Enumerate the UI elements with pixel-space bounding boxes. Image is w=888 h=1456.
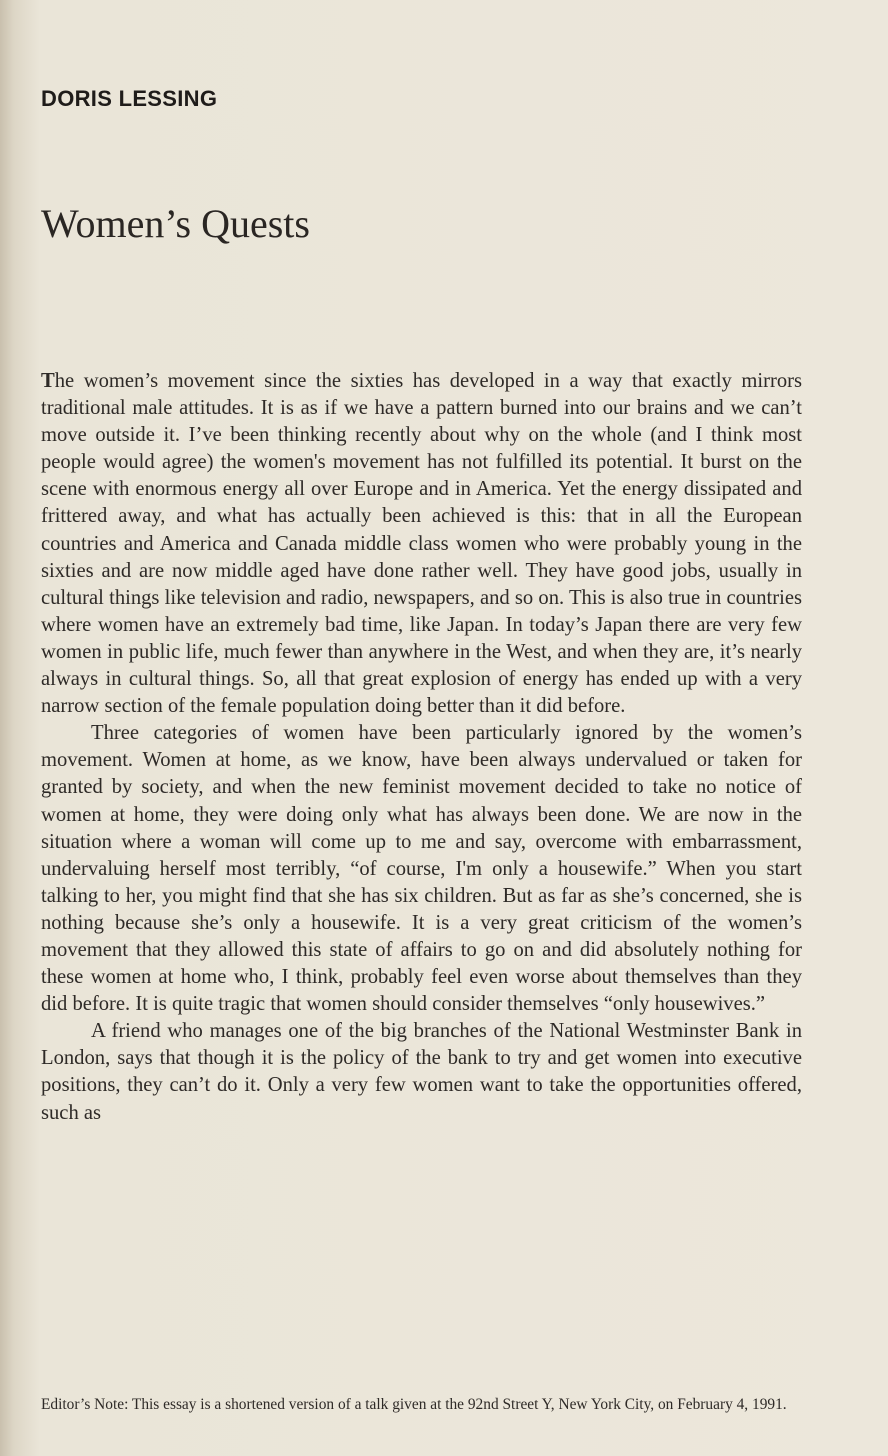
essay-title: Women’s Quests: [41, 201, 310, 246]
paragraph-2: Three categories of women have been particularly ignored by the women’s movement. Women at home, as we know, have been always undervalued or taken for granted by society, and when the new feminist movement decided to take no notice of women at home, they were doing only what has always been done. We are now in the situation where a woman will come up to me and say, overcome with embarrassment, undervaluing herself most terribly, “of course, I'm only a housewife.” When you start talking to her, you might find that she has six children. But as far as she’s concerned, she is nothing because she’s only a housewife. It is a very great criticism of the women’s movement that they allowed this state of affairs to go on and did absolutely nothing for these women at home who, I think, probably feel even worse about themselves than they did before. It is quite tragic that women should consider themselves “only housewives.”: [41, 722, 802, 1016]
paragraph-3: A friend who manages one of the big branches of the National Westminster Bank in London, says that though it is the policy of the bank to try and get women into executive positions, they can’t do it. Only a very few women want to take the opportunities offered, such as: [41, 1020, 802, 1124]
paragraph-1: The women’s movement since the sixties has developed in a way that exactly mirrors traditional male attitudes. It is as if we have a pattern burned into our brains and we can’t move outside it. I’ve been thinking recently about why on the whole (and I think most people would agree) the women's movement has not fulfilled its potential. It burst on the scene with enormous energy all over Europe and in America. Yet the energy dissipated and frittered away, and what has actually been achieved is this: that in all the European countries and America and Canada middle class women who were probably young in the sixties and are now middle aged have done rather well. They have good jobs, usually in cultural things like television and radio, newspapers, and so on. This is also true in countries where women have an extremely bad time, like Japan. In today’s Japan there are very few women in public life, much fewer than anywhere in the West, and when they are, it’s nearly always in cultural things. So, all that great explosion of energy has ended up with a very narrow section of the female population doing better than it did before.: [41, 370, 802, 718]
editors-note: Editor’s Note: This essay is a shortened version of a talk given at the 92nd Street Y, New York City, on February 4, 1991.: [41, 1396, 787, 1413]
essay-body: [41, 368, 802, 1127]
author-name: DORIS LESSING: [41, 86, 218, 111]
